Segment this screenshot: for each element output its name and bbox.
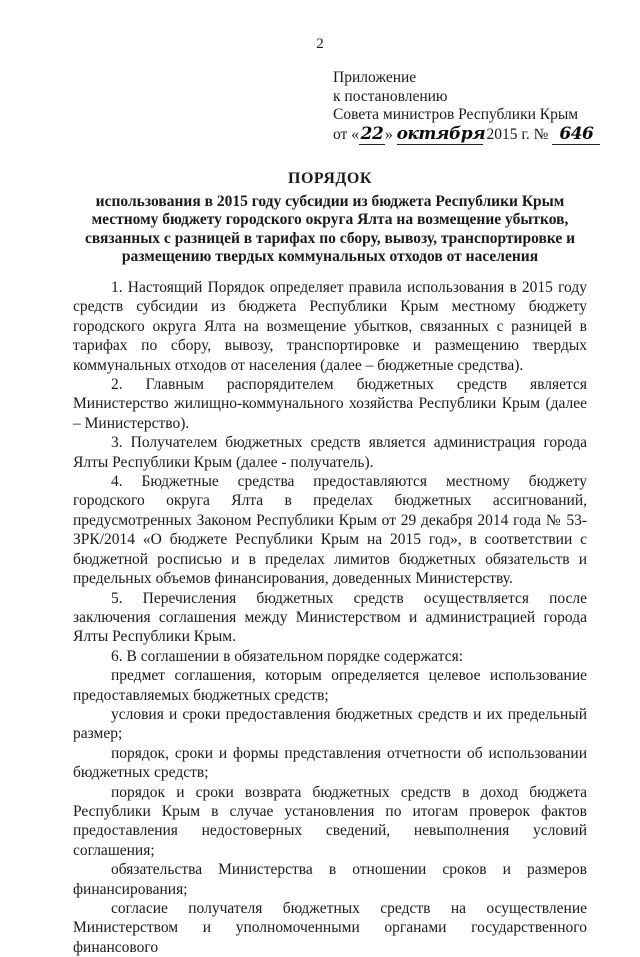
date-mid: » <box>384 125 393 143</box>
list-item-obligations: обязательства Министерства в отношении сроков и размеров финансирования; <box>73 861 587 898</box>
document-title <box>70 170 590 267</box>
page-number: 2 <box>316 36 324 52</box>
list-item-conditions: условия и сроки предоставления бюджетных средств и их предельный размер; <box>73 705 587 743</box>
paragraph-5: 5. Перечисления бюджетных средств осуществляется после заключения соглашения между Министерством и администрацией города Ялты Республики Крым. <box>73 589 587 646</box>
list-item-subject: предмет соглашения, которым определяется целевое использование предоставляемых бюджетных средств; <box>73 667 587 704</box>
date-day-handwritten: 22 <box>360 123 384 144</box>
date-day-blank <box>359 125 385 146</box>
list-item-refund: порядок и сроки возврата бюджетных средств в доход бюджета Республики Крым в случае установления по итогам проверок фактов предоставления недостоверных сведений, невыполнения условий соглашения; <box>73 783 587 859</box>
list-item-consent: согласие получателя бюджетных средств на осуществление Министерством и уполномоченными органами государственного финансового <box>73 900 587 956</box>
doc-number-handwritten: 646 <box>559 123 594 144</box>
list-item-reporting: порядок, сроки и формы представления отчетности об использовании бюджетных средств; <box>73 744 587 782</box>
paragraph-3: 3. Получателем бюджетных средств является администрация города Ялты Республики Крым (далее - получатель). <box>73 434 587 471</box>
date-year: 2015 г. № <box>486 125 549 143</box>
appendix-block <box>333 69 633 145</box>
date-prefix: от « <box>333 125 359 143</box>
appendix-line-1: Приложение <box>333 69 417 86</box>
appendix-date-line <box>333 125 633 146</box>
title-subtitle: использования в 2015 году субсидии из бюджета Республики Крым местному бюджету городского округа Ялта на возмещение убытков, связанных с разницей в тарифах по сбору, вывозу, транспортировке и размещению твердых коммунальных отходов от населения <box>84 192 576 265</box>
paragraph-2: 2. Главным распорядителем бюджетных средств является Министерство жилищно-коммунального хозяйства Республики Крым (далее – Министерство). <box>73 376 587 432</box>
paragraph-1: 1. Настоящий Порядок определяет правила использования в 2015 году средств субсидии из бюджета Республики Крым местному бюджету городского округа Ялта на возмещение убытков, связанных с разницей в тарифах по сбору, вывозу, транспортировке и размещению твердых коммунальных отходов от населения (далее – бюджетные средства). <box>73 279 587 374</box>
date-month-handwritten: октября <box>396 123 486 144</box>
document-body <box>73 278 587 957</box>
appendix-line-3: Совета министров Республики Крым <box>333 106 579 123</box>
paragraph-4: 4. Бюджетные средства предоставляются местному бюджету городского округа Ялта в пределах бюджетных ассигнований, предусмотренных Законом Республики Крым от 29 декабря 2014 года № 53-ЗРК/2014 «О бюджете Республики Крым на 2015 год», в соответствии с бюджетной росписью и в пределах лимитов бюджетных обязательств и предельных объемов финансирования, доведенных Министерству. <box>73 473 587 588</box>
appendix-line-2: к постановлению <box>333 87 448 105</box>
doc-number-blank <box>552 125 600 146</box>
date-month-blank <box>396 123 486 146</box>
paragraph-6: 6. В соглашении в обязательном порядке содержатся: <box>111 647 464 665</box>
title-main: ПОРЯДОК <box>288 170 372 187</box>
